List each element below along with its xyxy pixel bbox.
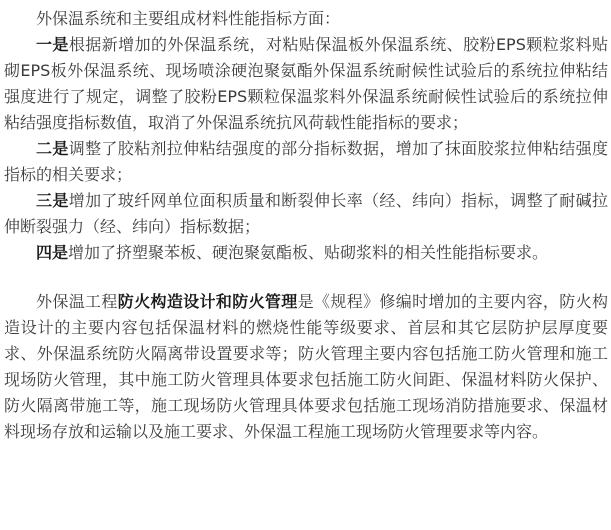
list-item-3 bbox=[4, 188, 608, 240]
list-item-lead: 三是 bbox=[36, 191, 69, 210]
list-item-text: 增加了挤塑聚苯板、硬泡聚氨酯板、贴砌浆料的相关性能指标要求。 bbox=[68, 243, 549, 262]
paragraph-gap bbox=[4, 266, 608, 289]
list-item-2 bbox=[4, 136, 608, 188]
list-item-text: 根据新增加的外保温系统，对粘贴保温板外保温系统、胶粉EPS颗粒浆料贴砌EPS板外保温系统、现场喷涂硬泡聚氨酯外保温系统耐候性试验后的系统拉伸粘结强度进行了规定，调整了胶粉EPS颗粒保温浆料外保温系统耐候性试验后的系统拉伸粘结强度指标数值，取消了外保温系统抗风荷载性能指标的要求； bbox=[4, 35, 608, 132]
list-item-4 bbox=[4, 240, 608, 266]
fire-protection-paragraph bbox=[4, 289, 608, 445]
list-item-1 bbox=[4, 32, 608, 136]
list-item-text: 调整了胶粘剂拉伸粘结强度的部分指标数据，增加了抹面胶浆拉伸粘结强度指标的相关要求； bbox=[4, 139, 608, 184]
list-item-lead: 二是 bbox=[36, 139, 69, 158]
paragraph-bold-phrase: 防火构造设计和防火管理 bbox=[117, 292, 298, 311]
list-item-text: 增加了玻纤网单位面积质量和断裂伸长率（经、纬向）指标，调整了耐碱拉伸断裂强力（经、纬向）指标数据； bbox=[4, 191, 608, 236]
paragraph-text: 是《规程》修编时增加的主要内容，防火构造设计的主要内容包括保温材料的燃烧性能等级要求、首层和其它层防护层厚度要求、外保温系统防火隔离带设置要求等；防火管理主要内容包括施工防火管理和施工现场防火管理，其中施工防火管理具体要求包括施工防火间距、保温材料防火保护、防火隔离带施工等，施工现场防火管理具体要求包括施工现场消防措施要求、保温材料现场存放和运输以及施工要求、外保温工程施工现场防火管理要求等内容。 bbox=[4, 292, 608, 441]
section-intro: 外保温系统和主要组成材料性能指标方面： bbox=[36, 9, 341, 28]
list-item-lead: 一是 bbox=[36, 35, 69, 54]
list-item-lead: 四是 bbox=[36, 243, 69, 262]
paragraph-prefix: 外保温工程 bbox=[36, 292, 118, 311]
